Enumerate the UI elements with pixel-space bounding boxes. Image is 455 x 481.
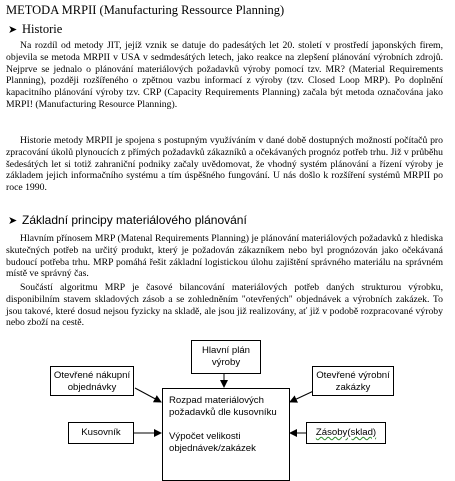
principles-paragraph-2: Součástí algoritmu MRP je časové bilancování materiálových potřeb daných strukturou výrobku, disponibilním stavem skladových zásob a se zohledněním "otevřených" objednávek a výrobních zakázek. To jsou takové, které dosud nejsou fyzicky na skladě, ale jsou již realizovány, ať již v podobě rozpracované výroby nebo zboží na cestě. [6, 282, 443, 329]
order-size-calculation-text: Výpočet velikosti objednávek/zakázek [169, 431, 256, 454]
mrp-diagram [0, 330, 455, 481]
bom-explosion-text: Rozpad materiálových požadavků dle kusovníku [169, 395, 277, 418]
open-production-orders-box: Otevřené výrobní zakázky [312, 366, 394, 396]
main-plan-box: Hlavní plán výroby [191, 340, 261, 374]
section-heading-history [8, 22, 62, 37]
arrow-bullet-icon: ➤ [8, 24, 18, 36]
stock-box [306, 422, 386, 444]
document-title: METODA MRPII (Manufacturing Ressource Planning) [6, 3, 285, 17]
open-purchase-orders-box: Otevřené nákupní objednávky [50, 366, 134, 396]
stock-label: Zásoby(sklad) [315, 427, 377, 438]
section-heading-principles [8, 213, 247, 227]
bom-box: Kusovník [68, 422, 134, 444]
section-heading-label: Základní principy materiálového plánování [22, 213, 247, 227]
mrp-processing-box [162, 388, 290, 481]
section-heading-label: Historie [22, 22, 63, 36]
principles-paragraph-1: Hlavním přínosem MRP (Matenal Requirements Planning) je plánování materiálových požadavků z hlediska skutečných potřeb na určitý produkt, který je požadován zákazníkem nebo byl prognózován jako očekávaná budoucí potřeba trhu. MRP pomáhá řešit základní logistickou úlohu zajištění správného materiálu na správném místě ve správný čas. [6, 233, 443, 280]
history-paragraph-1: Na rozdíl od metody JIT, jejíž vznik se datuje do padesátých let 20. století v prostředí japonských firem, objevila se metoda MRPII v USA v sedmdesátých letech, jako reakce na zlepšení plánování výrobních zdrojů. Nejprve se jednalo o plánování materiálových požadavků výroby pomocí tzv. MR? (Material Requirements Planning), později rozšířeného o zpětnou vazbu informací z výroby (tzv. Closed Loop MRP). Po doplnění kapacitního plánování výroby tzv. CRP (Capacity Requirements Planning) začala být metoda označována jako MRPI! (Manufacturing Resource Planning). [6, 40, 443, 110]
history-paragraph-2: Historie metody MRPII je spojena s postupným využíváním v dané době dostupných možností počítačů pro zpracování úkolů plynoucích z přímých požadavků zákazníků a očekávaných prognóz potřeb trhu. Již v průběhu šedesátých let si totiž zahraniční podniky začaly uvědomovat, že vhodný systém plánování a řízení výroby je základem jejich informačního systému a tím úspěšného fungování. U nás došlo k rozšíření systémů MRPII po roce 1990. [6, 135, 443, 194]
arrow-bullet-icon: ➤ [8, 214, 18, 227]
